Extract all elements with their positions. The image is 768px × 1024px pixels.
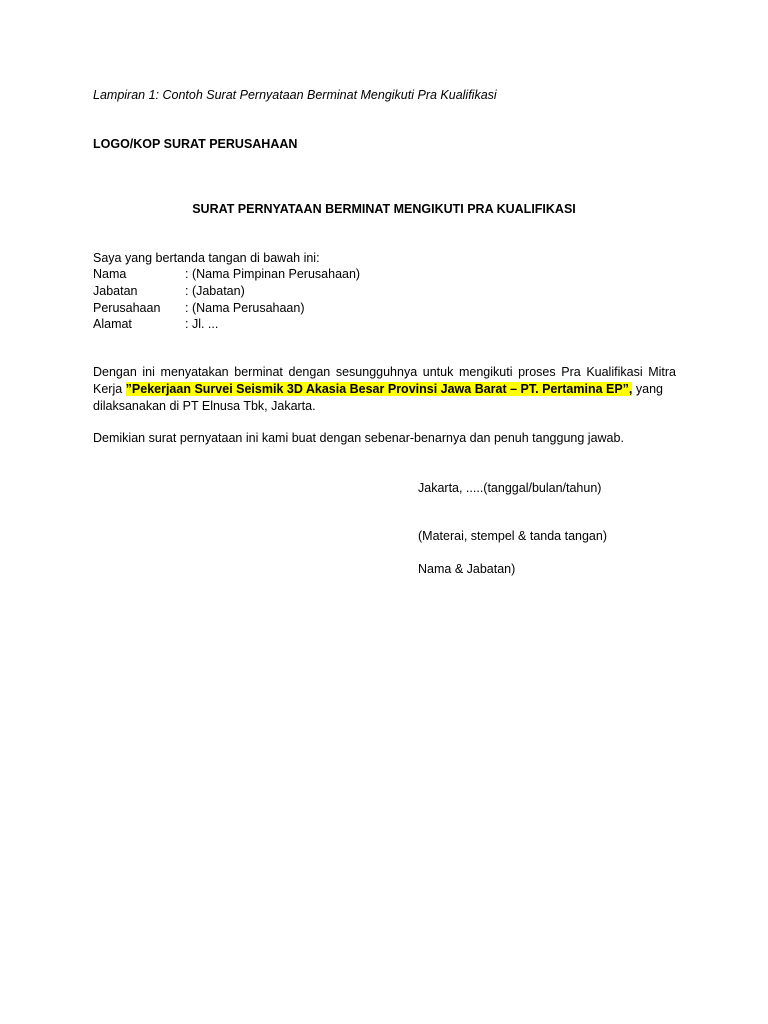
field-row-alamat [93, 316, 218, 333]
signature-placeholder: (Materai, stempel & tanda tangan) [418, 529, 607, 543]
field-label: Alamat [93, 317, 132, 331]
field-label: Jabatan [93, 284, 138, 298]
project-name-highlight: ”Pekerjaan Survei Seismik 3D Akasia Besar Provinsi Jawa Barat – PT. Pertamina EP”, [125, 382, 633, 396]
statement-text-after: yang [632, 382, 663, 396]
letter-title: SURAT PERNYATAAN BERMINAT MENGIKUTI PRA KUALIFIKASI [192, 202, 576, 216]
field-label: Perusahaan [93, 301, 161, 315]
statement-last-line: dilaksanakan di PT Elnusa Tbk, Jakarta. [93, 399, 316, 413]
place-date: Jakarta, .....(tanggal/bulan/tahun) [418, 481, 602, 495]
name-position: Nama & Jabatan) [418, 562, 516, 576]
field-row-perusahaan [93, 300, 305, 317]
letterhead-placeholder: LOGO/KOP SURAT PERUSAHAAN [93, 137, 298, 151]
field-row-nama [93, 266, 360, 283]
field-value: : (Jabatan) [185, 284, 245, 298]
statement-paragraph [93, 364, 676, 415]
closing-line: Demikian surat pernyataan ini kami buat dengan sebenar-benarnya dan penuh tanggung jawab. [93, 431, 624, 445]
statement-text: Dengan ini menyatakan berminat dengan sesungguhnya untuk mengikuti proses Pra Kualifikasi Mitra Kerja [93, 365, 676, 396]
field-row-jabatan [93, 283, 245, 300]
field-value: : Jl. ... [185, 317, 219, 331]
attachment-caption: Lampiran 1: Contoh Surat Pernyataan Berminat Mengikuti Pra Kualifikasi [93, 88, 497, 102]
field-value: : (Nama Perusahaan) [185, 301, 305, 315]
field-value: : (Nama Pimpinan Perusahaan) [185, 267, 361, 281]
intro-line: Saya yang bertanda tangan di bawah ini: [93, 251, 320, 265]
field-label: Nama [93, 267, 127, 281]
